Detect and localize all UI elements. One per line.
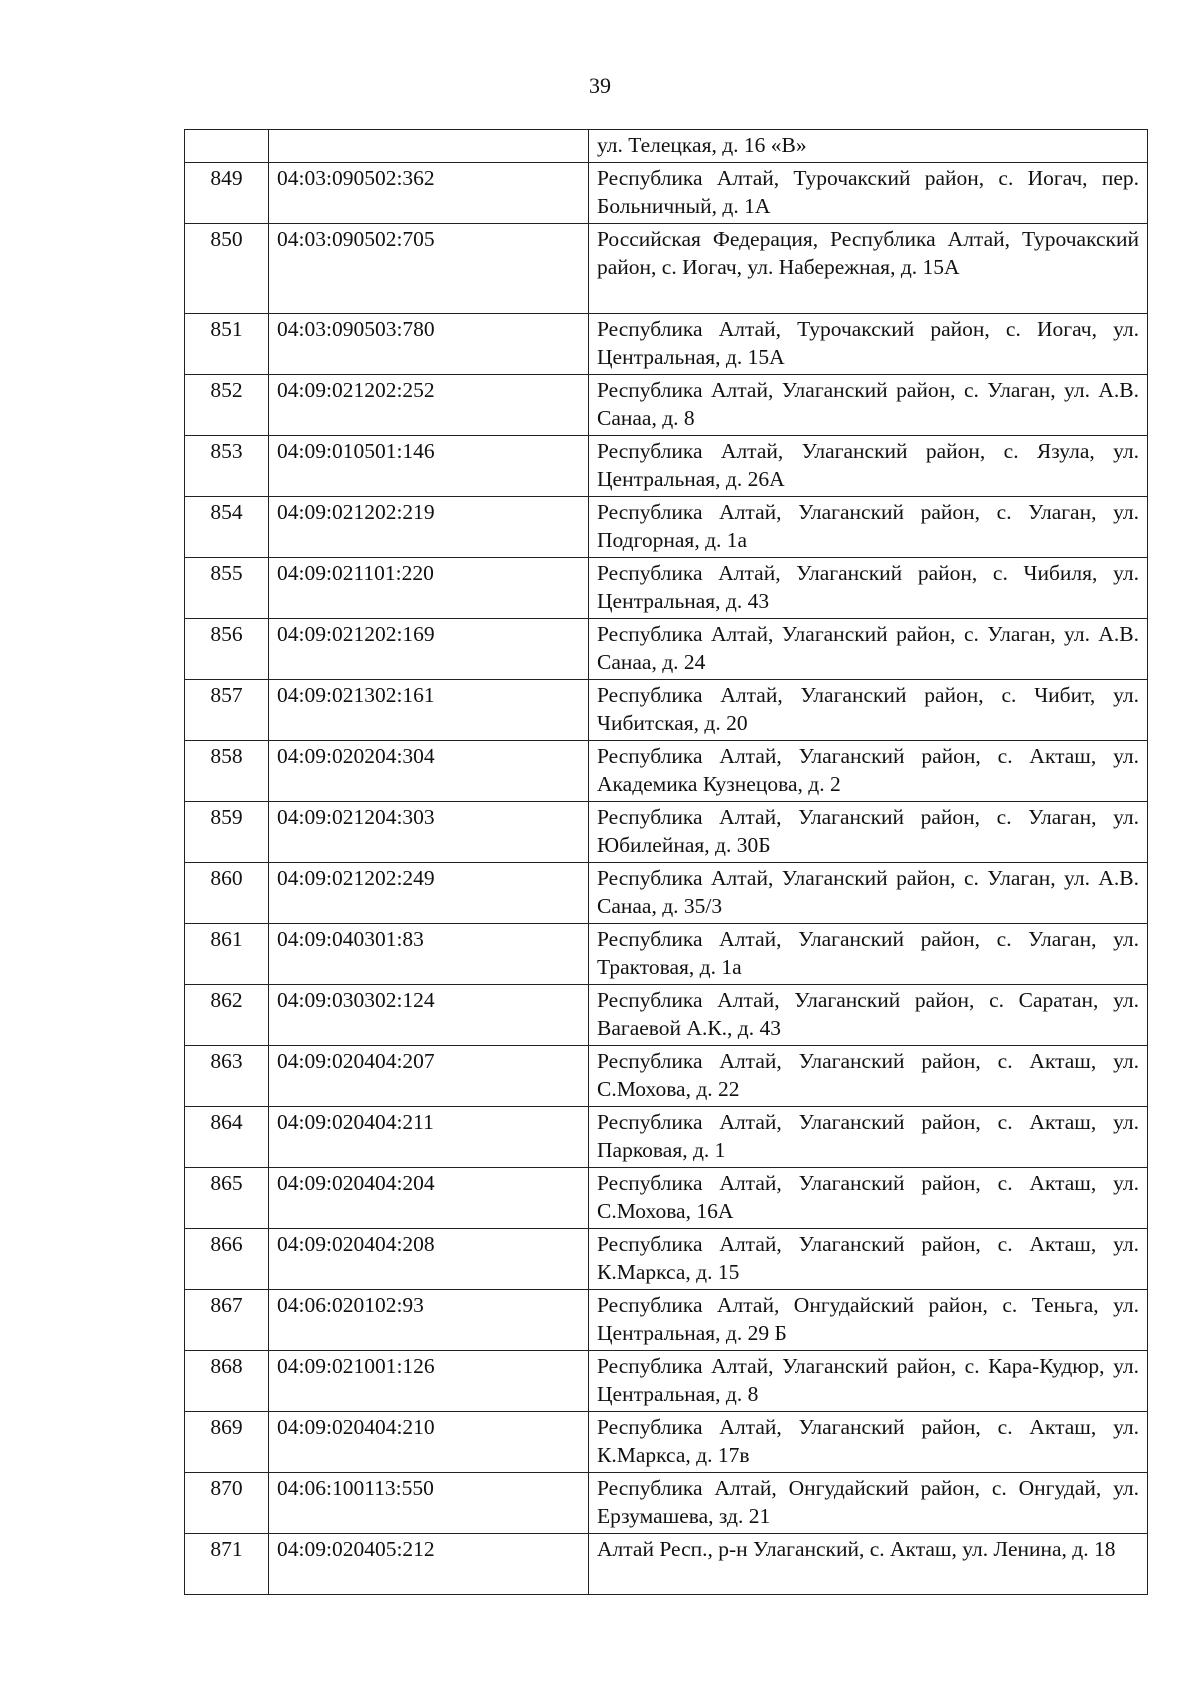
row-number-cell: 859 [185, 801, 269, 862]
row-number-cell: 863 [185, 1045, 269, 1106]
address-cell: Республика Алтай, Улаганский район, с. Чибит, ул. Чибитская, д. 20 [589, 679, 1148, 740]
cadastral-number-cell: 04:09:020405:212 [269, 1533, 589, 1594]
address-cell: Российская Федерация, Республика Алтай, Турочакский район, с. Иогач, ул. Набережная, д. 15А [589, 223, 1148, 313]
address-cell: Республика Алтай, Улаганский район, с. Акташ, ул. С.Мохова, 16А [589, 1167, 1148, 1228]
table-row [185, 1106, 1148, 1167]
property-registry-table [184, 129, 1148, 1595]
address-cell: Республика Алтай, Улаганский район, с. Улаган, ул. Трактовая, д. 1а [589, 923, 1148, 984]
row-number-cell: 851 [185, 313, 269, 374]
cadastral-number-cell: 04:09:020204:304 [269, 740, 589, 801]
row-number-cell: 861 [185, 923, 269, 984]
address-cell: Республика Алтай, Турочакский район, с. Иогач, пер. Больничный, д. 1А [589, 162, 1148, 223]
cadastral-number-cell: 04:09:020404:207 [269, 1045, 589, 1106]
table-row [185, 618, 1148, 679]
address-cell: Республика Алтай, Улаганский район, с. Улаган, ул. А.В. Санаа, д. 24 [589, 618, 1148, 679]
row-number-cell: 870 [185, 1472, 269, 1533]
row-number-cell: 864 [185, 1106, 269, 1167]
table-row [185, 984, 1148, 1045]
address-cell: Республика Алтай, Улаганский район, с. Акташ, ул. С.Мохова, д. 22 [589, 1045, 1148, 1106]
address-cell: Республика Алтай, Улаганский район, с. Акташ, ул. К.Маркса, д. 17в [589, 1411, 1148, 1472]
row-number-cell: 849 [185, 162, 269, 223]
row-number-cell: 858 [185, 740, 269, 801]
table-row [185, 1411, 1148, 1472]
cadastral-number-cell: 04:09:021204:303 [269, 801, 589, 862]
table-row-continuation [185, 130, 1148, 163]
address-cell: Республика Алтай, Улаганский район, с. Акташ, ул. К.Маркса, д. 15 [589, 1228, 1148, 1289]
cadastral-number-cell: 04:09:021001:126 [269, 1350, 589, 1411]
table-row [185, 1045, 1148, 1106]
row-number-cell [185, 130, 269, 163]
cadastral-number-cell: 04:09:021202:249 [269, 862, 589, 923]
address-cell: Республика Алтай, Улаганский район, с. Улаган, ул. Юбилейная, д. 30Б [589, 801, 1148, 862]
address-cell: Республика Алтай, Улаганский район, с. Улаган, ул. Подгорная, д. 1а [589, 496, 1148, 557]
address-cell: Республика Алтай, Улаганский район, с. Акташ, ул. Академика Кузнецова, д. 2 [589, 740, 1148, 801]
cadastral-number-cell: 04:03:090502:705 [269, 223, 589, 313]
table-row [185, 1289, 1148, 1350]
cadastral-number-cell: 04:09:040301:83 [269, 923, 589, 984]
page-number: 39 [589, 73, 611, 98]
table-row [185, 1350, 1148, 1411]
row-number-cell: 852 [185, 374, 269, 435]
table-row [185, 162, 1148, 223]
table-row [185, 862, 1148, 923]
address-cell: Республика Алтай, Улаганский район, с. Акташ, ул. Парковая, д. 1 [589, 1106, 1148, 1167]
row-number-cell: 854 [185, 496, 269, 557]
table-row [185, 740, 1148, 801]
cadastral-number-cell: 04:09:020404:208 [269, 1228, 589, 1289]
row-number-cell: 860 [185, 862, 269, 923]
cadastral-number-cell: 04:09:021202:252 [269, 374, 589, 435]
address-cell: Республика Алтай, Улаганский район, с. Саратан, ул. Вагаевой А.К., д. 43 [589, 984, 1148, 1045]
table-row [185, 679, 1148, 740]
table-row [185, 1228, 1148, 1289]
table-row [185, 1533, 1148, 1594]
table-row [185, 374, 1148, 435]
table-row [185, 313, 1148, 374]
cadastral-number-cell [269, 130, 589, 163]
cadastral-number-cell: 04:09:020404:210 [269, 1411, 589, 1472]
row-number-cell: 850 [185, 223, 269, 313]
table-row [185, 1167, 1148, 1228]
cadastral-number-cell: 04:09:020404:204 [269, 1167, 589, 1228]
address-cell: Республика Алтай, Онгудайский район, с. Онгудай, ул. Ерзумашева, зд. 21 [589, 1472, 1148, 1533]
cadastral-number-cell: 04:09:030302:124 [269, 984, 589, 1045]
cadastral-number-cell: 04:06:100113:550 [269, 1472, 589, 1533]
row-number-cell: 866 [185, 1228, 269, 1289]
cadastral-number-cell: 04:06:020102:93 [269, 1289, 589, 1350]
row-number-cell: 865 [185, 1167, 269, 1228]
row-number-cell: 867 [185, 1289, 269, 1350]
row-number-cell: 869 [185, 1411, 269, 1472]
row-number-cell: 862 [185, 984, 269, 1045]
row-number-cell: 857 [185, 679, 269, 740]
cadastral-number-cell: 04:09:021101:220 [269, 557, 589, 618]
table-row [185, 435, 1148, 496]
row-number-cell: 855 [185, 557, 269, 618]
address-cell: Республика Алтай, Улаганский район, с. Улаган, ул. А.В. Санаа, д. 35/3 [589, 862, 1148, 923]
row-number-cell: 871 [185, 1533, 269, 1594]
cadastral-number-cell: 04:03:090502:362 [269, 162, 589, 223]
address-cell: Алтай Респ., р-н Улаганский, с. Акташ, ул. Ленина, д. 18 [589, 1533, 1148, 1594]
cadastral-number-cell: 04:09:021302:161 [269, 679, 589, 740]
address-cell: Республика Алтай, Турочакский район, с. Иогач, ул. Центральная, д. 15А [589, 313, 1148, 374]
table-row [185, 923, 1148, 984]
cadastral-number-cell: 04:03:090503:780 [269, 313, 589, 374]
address-cell: Республика Алтай, Улаганский район, с. Чибиля, ул. Центральная, д. 43 [589, 557, 1148, 618]
address-cell: Республика Алтай, Улаганский район, с. Улаган, ул. А.В. Санаа, д. 8 [589, 374, 1148, 435]
cadastral-number-cell: 04:09:020404:211 [269, 1106, 589, 1167]
table-row [185, 801, 1148, 862]
table-row [185, 496, 1148, 557]
row-number-cell: 868 [185, 1350, 269, 1411]
row-number-cell: 856 [185, 618, 269, 679]
table-row [185, 1472, 1148, 1533]
address-cell: ул. Телецкая, д. 16 «В» [589, 130, 1148, 163]
cadastral-number-cell: 04:09:021202:169 [269, 618, 589, 679]
address-cell: Республика Алтай, Онгудайский район, с. Теньга, ул. Центральная, д. 29 Б [589, 1289, 1148, 1350]
row-number-cell: 853 [185, 435, 269, 496]
address-cell: Республика Алтай, Улаганский район, с. Язула, ул. Центральная, д. 26А [589, 435, 1148, 496]
address-cell: Республика Алтай, Улаганский район, с. Кара-Кудюр, ул. Центральная, д. 8 [589, 1350, 1148, 1411]
cadastral-number-cell: 04:09:021202:219 [269, 496, 589, 557]
table-row [185, 557, 1148, 618]
table-row [185, 223, 1148, 313]
cadastral-number-cell: 04:09:010501:146 [269, 435, 589, 496]
